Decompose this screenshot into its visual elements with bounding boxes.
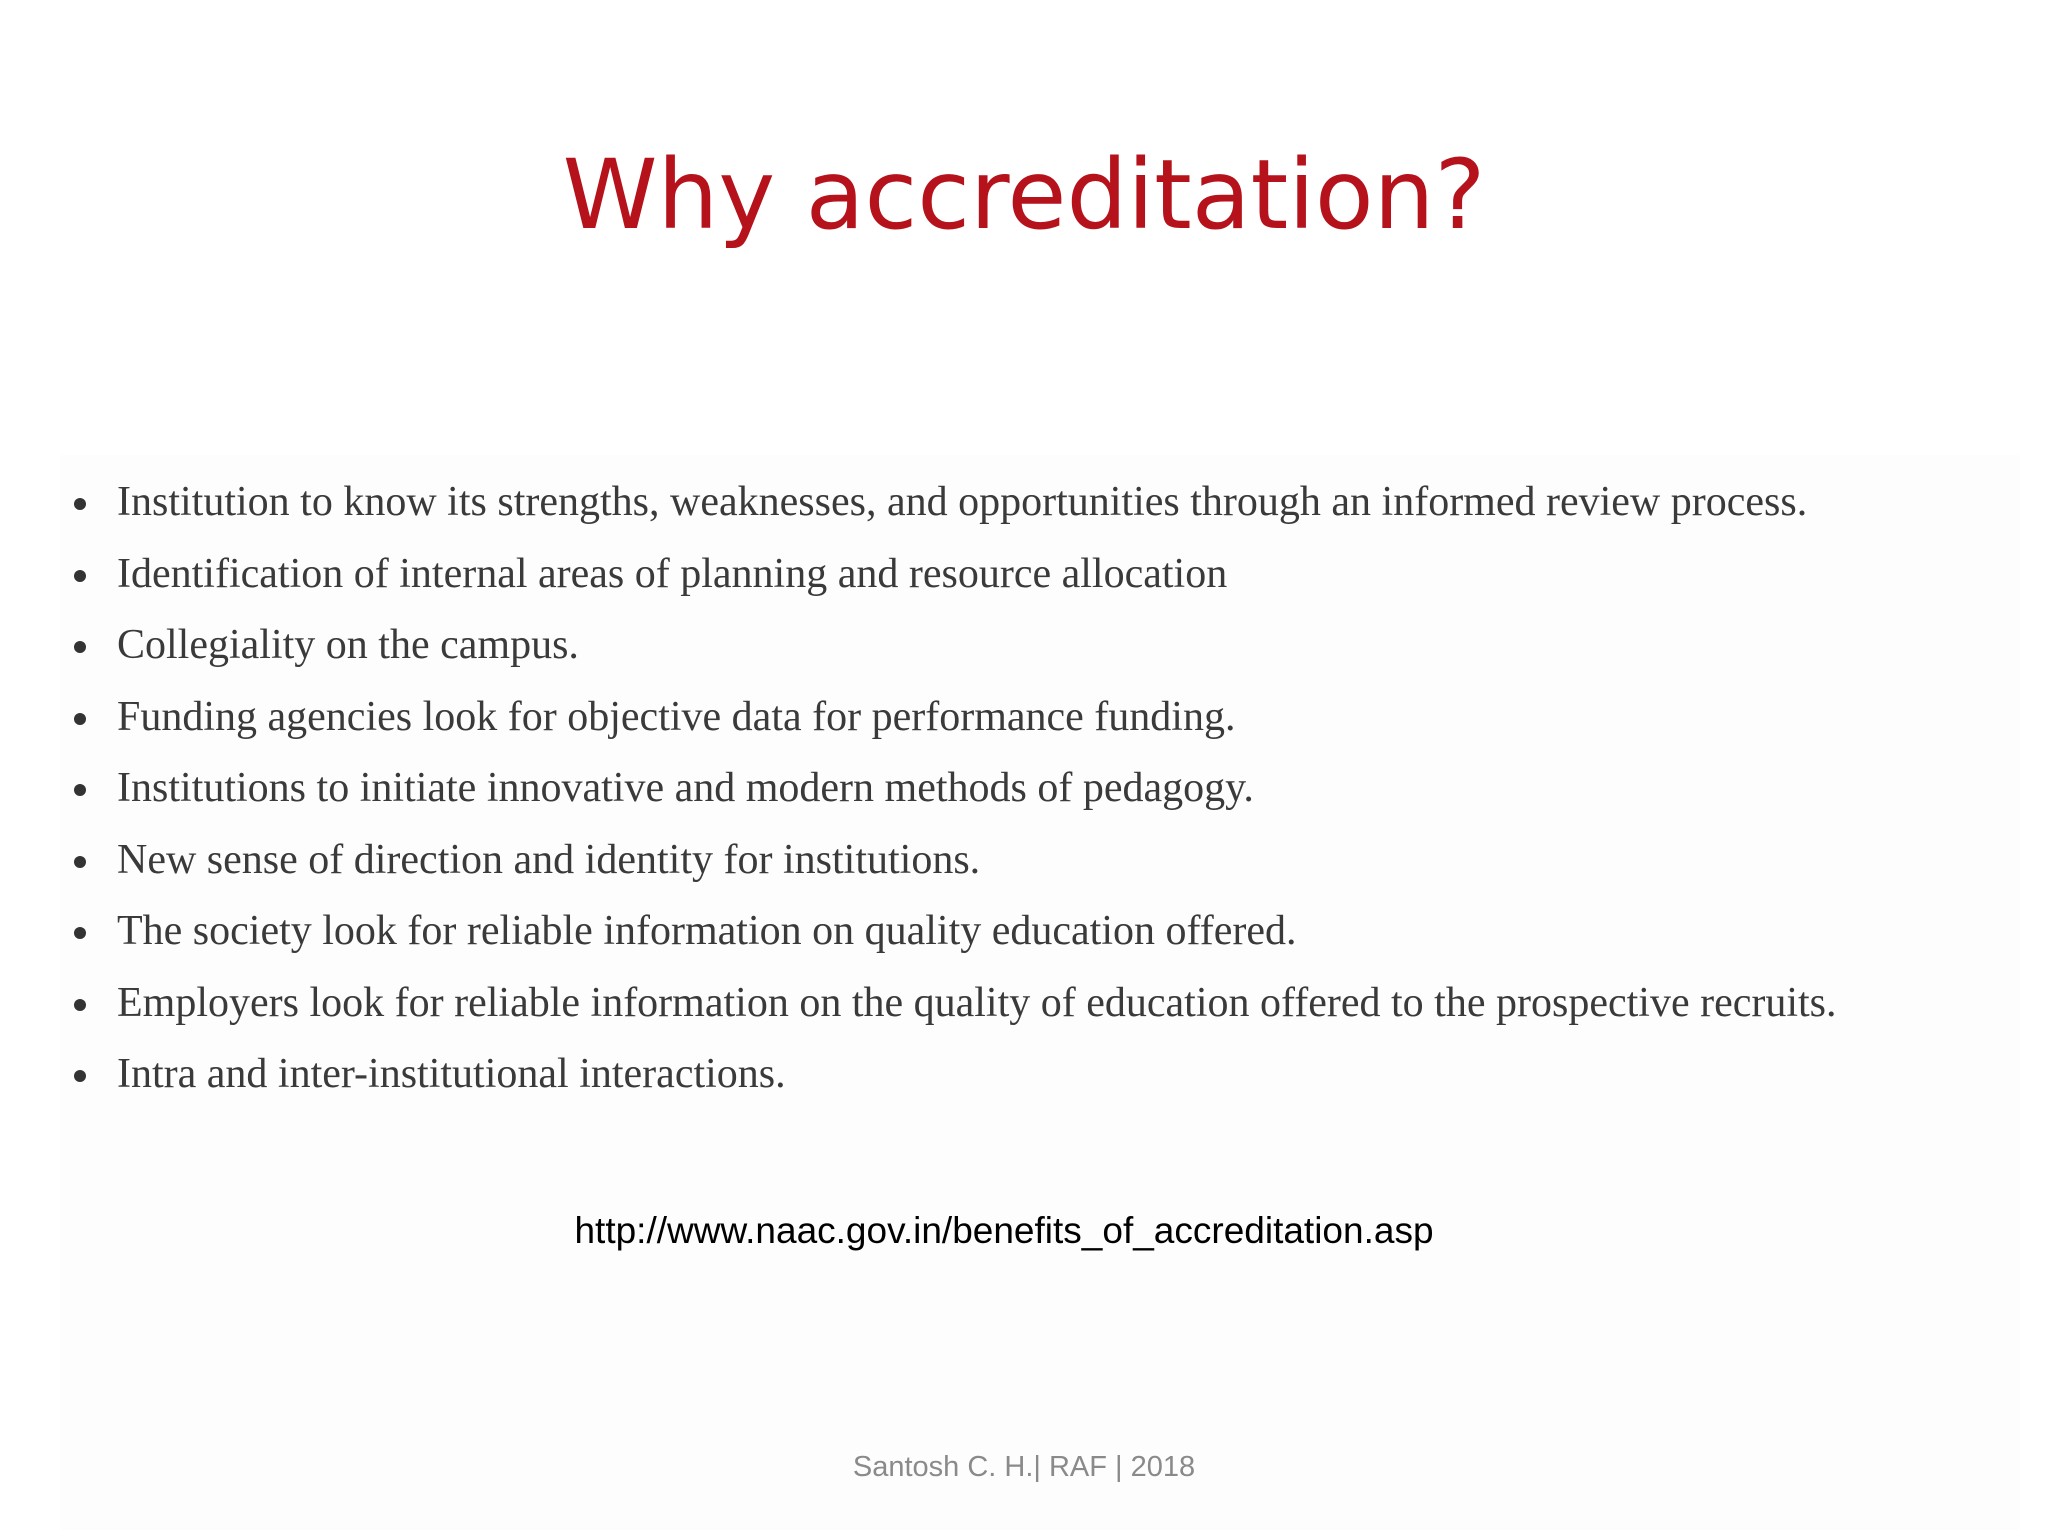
bullet-icon bbox=[74, 999, 86, 1011]
list-item-text: Collegiality on the campus. bbox=[117, 622, 579, 668]
list-item bbox=[60, 976, 1837, 1048]
list-item bbox=[60, 761, 1837, 833]
list-item-text: Intra and inter-institutional interactions. bbox=[117, 1051, 786, 1097]
bullet-list bbox=[60, 475, 1837, 1119]
bullet-icon bbox=[74, 570, 86, 582]
list-item bbox=[60, 690, 1837, 762]
list-item-text: Employers look for reliable information on the quality of education offered to the prospective recruits. bbox=[117, 979, 1837, 1026]
list-item-text: Institution to know its strengths, weaknesses, and opportunities through an informed review process. bbox=[117, 479, 1808, 525]
bullet-icon bbox=[74, 641, 86, 653]
list-item bbox=[60, 904, 1837, 976]
bullet-content-image bbox=[60, 455, 2020, 1530]
list-item bbox=[60, 1047, 1837, 1119]
bullet-icon bbox=[74, 856, 86, 868]
list-item bbox=[60, 833, 1837, 905]
list-item-text: The society look for reliable information on quality education offered. bbox=[117, 908, 1297, 954]
bullet-icon bbox=[74, 927, 86, 939]
list-item-text: Identification of internal areas of planning and resource allocation bbox=[117, 550, 1228, 597]
bullet-icon bbox=[74, 713, 86, 725]
bullet-icon bbox=[74, 498, 86, 510]
list-item-text: New sense of direction and identity for institutions. bbox=[117, 836, 981, 883]
bullet-icon bbox=[74, 784, 86, 796]
bullet-icon bbox=[74, 1070, 86, 1082]
list-item-text: Funding agencies look for objective data for performance funding. bbox=[117, 693, 1236, 740]
source-url[interactable]: http://www.naac.gov.in/benefits_of_accreditation.asp bbox=[574, 1210, 1434, 1251]
slide-footer: Santosh C. H.| RAF | 2018 bbox=[852, 1451, 1196, 1483]
list-item bbox=[60, 547, 1837, 619]
list-item-text: Institutions to initiate innovative and modern methods of pedagogy. bbox=[117, 765, 1254, 811]
slide-title: Why accreditation? bbox=[562, 139, 1486, 251]
list-item bbox=[60, 475, 1837, 547]
list-item bbox=[60, 618, 1837, 690]
